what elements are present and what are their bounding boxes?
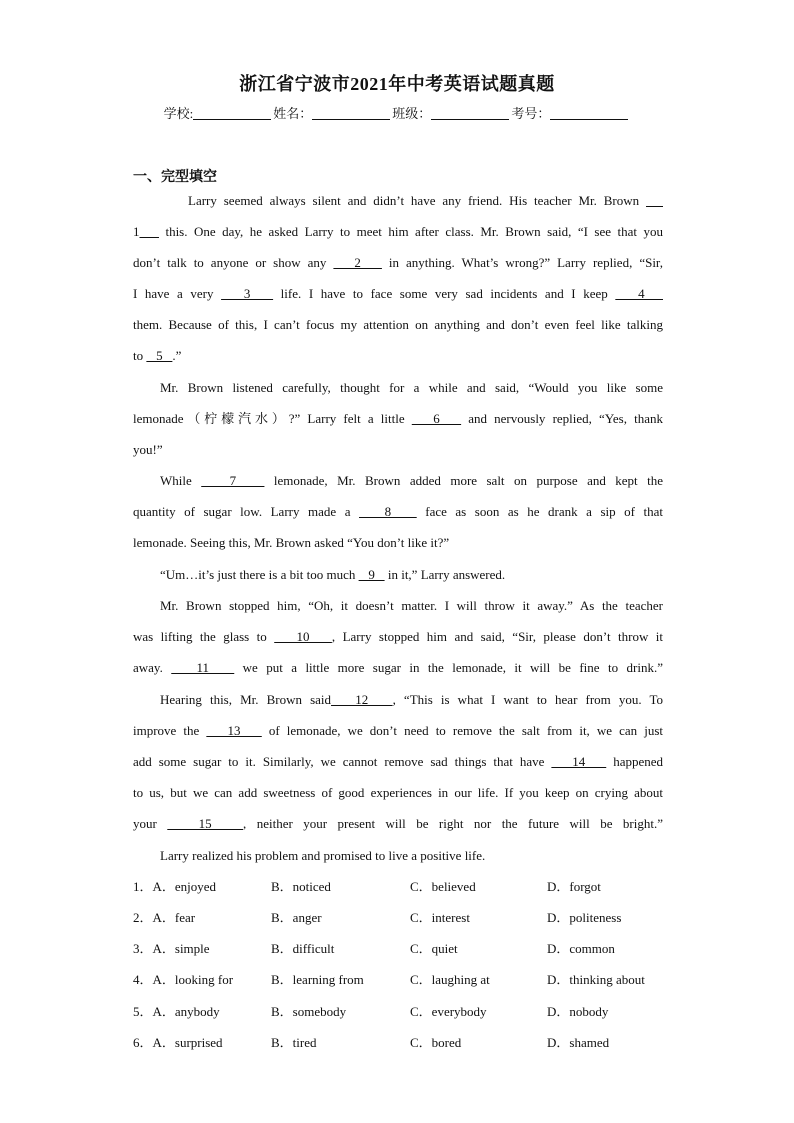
option-choice[interactable]: 4．A．looking for xyxy=(133,972,234,987)
option-choice[interactable]: B．tired xyxy=(271,1035,317,1050)
option-row xyxy=(133,1033,673,1053)
option-choice[interactable]: 3．A．simple xyxy=(133,941,210,956)
option-choice[interactable]: D．thinking about xyxy=(547,972,645,987)
passage-line: to 5 .” xyxy=(133,348,182,363)
passage-line: “Um…it’s just there is a bit too much 9 in it,” Larry answered. xyxy=(160,567,506,582)
number-blank[interactable] xyxy=(550,107,628,120)
passage-line: Mr. Brown stopped him, “Oh, it doesn’t matter. I will throw it away.” As the teacher xyxy=(160,598,663,613)
option-choice[interactable]: 5．A．anybody xyxy=(133,1004,220,1019)
option-choice[interactable]: C．interest xyxy=(410,910,470,925)
option-row xyxy=(133,877,673,897)
passage-line: you!” xyxy=(133,442,163,457)
student-info-row xyxy=(0,103,794,122)
option-choice[interactable]: C．bored xyxy=(410,1035,462,1050)
option-choice[interactable]: 2．A．fear xyxy=(133,910,196,925)
option-choice[interactable]: D．nobody xyxy=(547,1004,609,1019)
passage-line: your 15 , neither your present will be right nor the future will be bright.” xyxy=(133,816,663,831)
passage-line: 1 this. One day, he asked Larry to meet him after class. Mr. Brown said, “I see that you xyxy=(133,224,663,239)
option-choice[interactable]: C．laughing at xyxy=(410,972,490,987)
passage-line: quantity of sugar low. Larry made a 8 face as soon as he drank a sip of that xyxy=(133,504,663,519)
name-blank[interactable] xyxy=(312,107,390,120)
school-blank[interactable] xyxy=(193,107,271,120)
passage-line: don’t talk to anyone or show any 2 in anything. What’s wrong?” Larry replied, “Sir, xyxy=(133,255,663,270)
option-choice[interactable]: B．learning from xyxy=(271,972,364,987)
passage-line: was lifting the glass to 10 , Larry stopped him and said, “Sir, please don’t throw it xyxy=(133,629,663,644)
option-row xyxy=(133,970,673,990)
class-label: 班级： xyxy=(392,106,432,121)
passage-line: improve the 13 of lemonade, we don’t need to remove the salt from it, we can just xyxy=(133,723,663,738)
passage-line: away. 11 we put a little more sugar in the lemonade, it will be fine to drink.” xyxy=(133,660,663,675)
number-label: 考号： xyxy=(511,106,551,121)
passage-line: to us, but we can add sweetness of good experiences in our life. If you keep on crying about xyxy=(133,785,663,800)
option-row xyxy=(133,939,673,959)
option-choice[interactable]: C．everybody xyxy=(410,1004,487,1019)
option-choice[interactable]: C．quiet xyxy=(410,941,458,956)
name-label: 姓名： xyxy=(273,106,313,121)
passage-line: add some sugar to it. Similarly, we cannot remove sad things that have 14 happened xyxy=(133,754,664,769)
option-row xyxy=(133,1002,673,1022)
option-choice[interactable]: C．believed xyxy=(410,879,476,894)
option-choice[interactable]: D．politeness xyxy=(547,910,622,925)
option-choice[interactable]: 1．A．enjoyed xyxy=(133,879,217,894)
school-label: 学校: xyxy=(163,106,194,121)
option-choice[interactable]: B．somebody xyxy=(271,1004,347,1019)
class-blank[interactable] xyxy=(431,107,509,120)
option-choice[interactable]: D．common xyxy=(547,941,615,956)
passage-line: Mr. Brown listened carefully, thought for a while and said, “Would you like some xyxy=(160,380,663,395)
passage-line: them. Because of this, I can’t focus my attention on anything and don’t even feel like talking xyxy=(133,317,663,332)
option-choice[interactable]: B．anger xyxy=(271,910,322,925)
passage-line: Hearing this, Mr. Brown said 12 , “This is what I want to hear from you. To xyxy=(160,692,663,707)
passage-line: Larry seemed always silent and didn’t have any friend. His teacher Mr. Brown xyxy=(188,193,646,208)
passage-line: I have a very 3 life. I have to face some very sad incidents and I keep 4 xyxy=(133,286,663,301)
option-choice[interactable]: 6．A．surprised xyxy=(133,1035,223,1050)
section-title: 一、完型填空 xyxy=(133,170,217,185)
option-choice[interactable]: B．difficult xyxy=(271,941,335,956)
option-choice[interactable]: D．forgot xyxy=(547,879,601,894)
passage-line: While 7 lemonade, Mr. Brown added more salt on purpose and kept the xyxy=(160,473,664,488)
option-choice[interactable]: B．noticed xyxy=(271,879,331,894)
passage-line: lemonade. Seeing this, Mr. Brown asked “You don’t like it?” xyxy=(133,535,450,550)
page-title: 浙江省宁波市2021年中考英语试题真题 xyxy=(239,74,555,94)
option-choice[interactable]: D．shamed xyxy=(547,1035,610,1050)
passage-line: Larry realized his problem and promised to live a positive life. xyxy=(160,848,486,863)
passage-line: lemonade（柠檬汽水）?” Larry felt a little 6 and nervously replied, “Yes, thank xyxy=(133,411,663,426)
option-row xyxy=(133,908,673,928)
